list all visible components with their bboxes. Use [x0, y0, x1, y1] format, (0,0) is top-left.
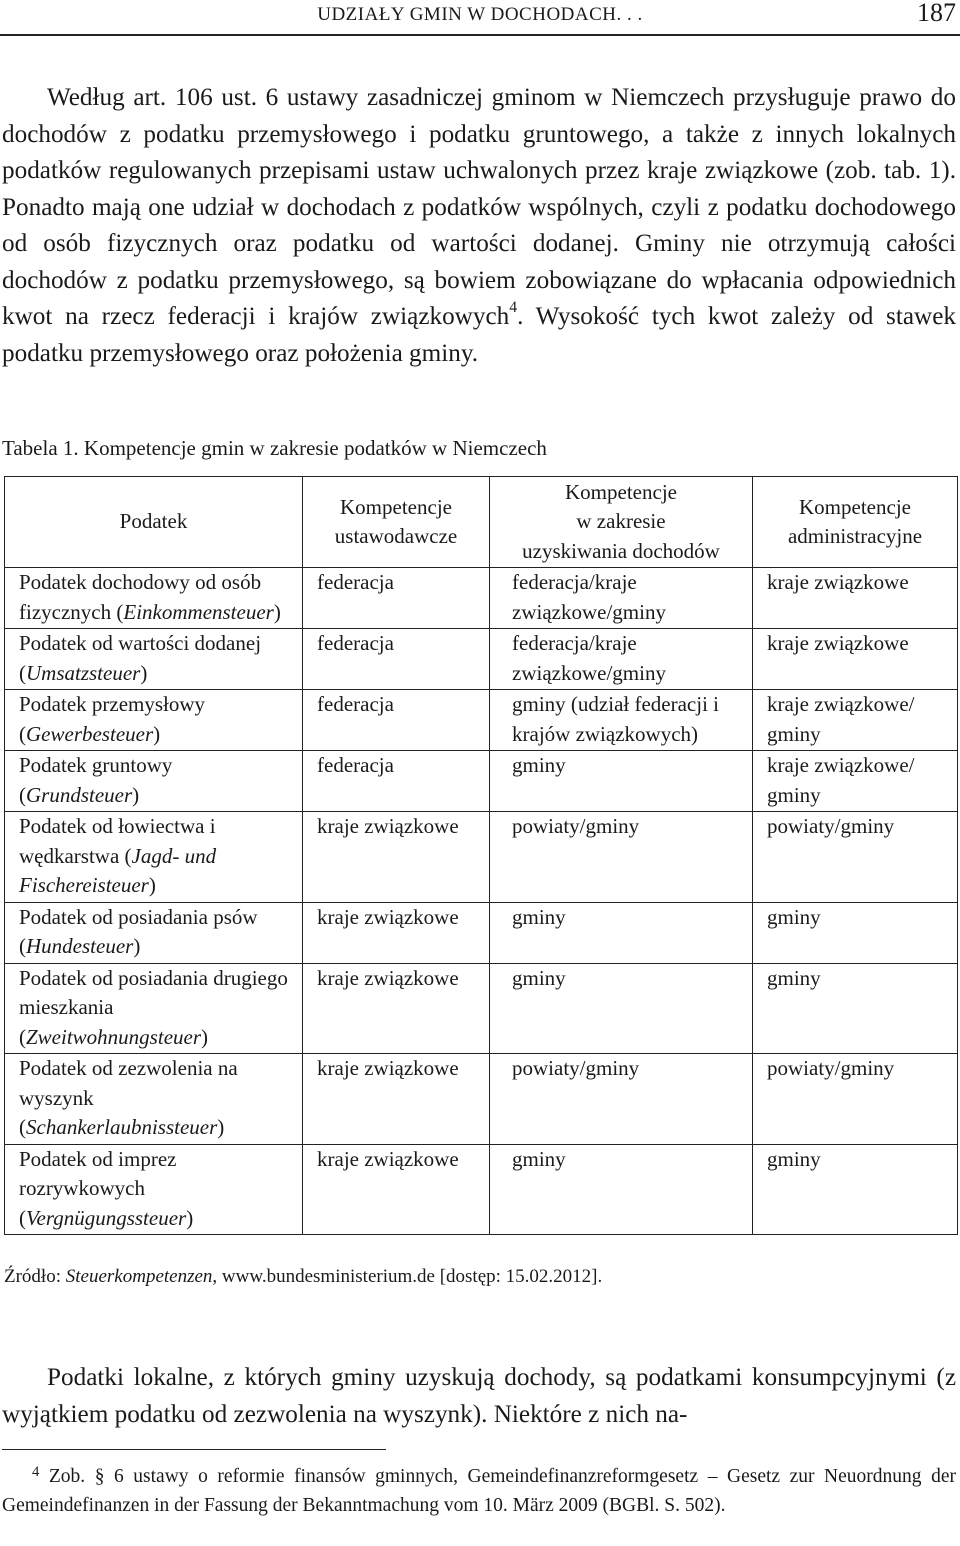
cell-legislative: kraje związkowe	[303, 963, 490, 1054]
cell-administrative: gminy	[753, 902, 958, 963]
body-paragraph-1	[2, 80, 956, 372]
cell-administrative: powiaty/gminy	[753, 1054, 958, 1145]
footnote-text: Zob. § 6 ustawy o reformie finansów gminnych, Gemeindefinanzreformgesetz – Gesetz zur Neuordnung der Gemeindefinanzen in der Fassung der Bekanntmachung vom 10. März 2009 (BGBl. S. 502).	[2, 1466, 956, 1516]
tax-competences-table	[4, 476, 958, 1235]
header-revenue	[490, 477, 753, 568]
cell-revenue: gminy	[490, 963, 753, 1054]
table-row	[5, 690, 958, 751]
header-line: ustawodawcze	[334, 524, 458, 548]
cell-tax	[5, 629, 303, 690]
table-row	[5, 1144, 958, 1235]
header-line: Kompetencje	[340, 494, 452, 519]
cell-revenue: gminy	[490, 902, 753, 963]
tax-name: Podatek dochodowy od osób fizycznych	[19, 570, 262, 624]
paren-close: )	[132, 782, 140, 807]
cell-revenue: federacja/kraje związkowe/gminy	[490, 568, 753, 629]
cell-administrative: kraje związkowe	[753, 629, 958, 690]
german-tax-name: Grundsteuer	[26, 782, 133, 807]
source-label: Źródło:	[4, 1266, 66, 1287]
cell-administrative: powiaty/gminy	[753, 812, 958, 903]
paren-close: )	[153, 721, 161, 746]
paren-open: (	[119, 843, 132, 868]
cell-tax	[5, 690, 303, 751]
source-rest: , www.bundesministerium.de [dostęp: 15.02.2012].	[212, 1266, 603, 1287]
cell-administrative: gminy	[753, 1144, 958, 1235]
cell-revenue: gminy (udział federacji i krajów związkowych)	[490, 690, 753, 751]
cell-legislative: kraje związkowe	[303, 1144, 490, 1235]
cell-administrative: kraje związkowe/ gminy	[753, 690, 958, 751]
header-administrative	[753, 477, 958, 568]
header-rule	[0, 34, 960, 36]
german-tax-name: Vergnügungssteuer	[26, 1205, 187, 1230]
german-tax-name: Einkommensteuer	[123, 599, 274, 624]
body-paragraph-2: Podatki lokalne, z których gminy uzyskują dochody, są podatkami konsumpcyjnymi (z wyjątkiem podatku od zezwolenia na wyszynk). Niektóre z nich na-	[2, 1364, 956, 1428]
header-line: Kompetencje	[565, 479, 677, 504]
cell-revenue: powiaty/gminy	[490, 1054, 753, 1145]
table-header-row	[5, 477, 958, 568]
paren-close: )	[133, 934, 141, 958]
header-line: Kompetencje	[799, 494, 911, 519]
paragraph-text-continued: . Wysokość tych kwot zależy od stawek podatku przemysłowego oraz położenia gminy.	[2, 303, 956, 367]
german-tax-name: Hundesteuer	[26, 934, 134, 958]
tax-name: Podatek od posiadania psów	[19, 904, 258, 929]
running-header	[0, 0, 960, 34]
table-row	[5, 629, 958, 690]
german-tax-name: Zweitwohnungsteuer	[26, 1024, 202, 1049]
tax-name: Podatek od imprez rozrywkowych	[19, 1146, 177, 1200]
paren-open: (	[111, 599, 124, 624]
cell-legislative: kraje związkowe	[303, 902, 490, 963]
tax-name: Podatek gruntowy	[19, 753, 173, 777]
header-line: Podatek	[119, 509, 188, 534]
footnote-reference[interactable]: 4	[509, 299, 518, 317]
table-row	[5, 812, 958, 903]
table-body	[5, 568, 958, 1235]
page-number: 187	[917, 0, 956, 27]
table-row	[5, 1054, 958, 1145]
table-row	[5, 751, 958, 812]
cell-legislative: kraje związkowe	[303, 812, 490, 903]
table-caption: Tabela 1. Kompetencje gmin w zakresie podatków w Niemczech	[2, 436, 547, 460]
cell-administrative: kraje związkowe/ gminy	[753, 751, 958, 812]
footnote-rule	[2, 1449, 386, 1450]
cell-tax	[5, 902, 303, 963]
cell-tax	[5, 812, 303, 903]
cell-tax	[5, 751, 303, 812]
cell-legislative: federacja	[303, 568, 490, 629]
cell-legislative: federacja	[303, 629, 490, 690]
table-row	[5, 568, 958, 629]
paren-open: (	[19, 1024, 26, 1049]
paren-close: )	[201, 1024, 209, 1049]
cell-tax	[5, 568, 303, 629]
header-line: uzyskiwania dochodów	[522, 538, 720, 563]
tax-name: Podatek przemysłowy	[19, 692, 206, 716]
cell-revenue: federacja/kraje związkowe/gminy	[490, 629, 753, 690]
footnote-number: 4	[32, 1463, 40, 1480]
cell-legislative: federacja	[303, 690, 490, 751]
cell-administrative: kraje związkowe	[753, 568, 958, 629]
footnote	[2, 1462, 956, 1520]
cell-legislative: federacja	[303, 751, 490, 812]
table-row	[5, 963, 958, 1054]
header-line: administracyjne	[787, 524, 923, 548]
table-source	[4, 1266, 602, 1288]
paren-open: (	[19, 934, 26, 958]
paragraph-text: Według art. 106 ust. 6 ustawy zasadniczej gminom w Niemczech przysługuje prawo do dochodów z podatku przemysłowego i podatku gruntowego, a także z innych lokalnych podatków regulowanych przepisami ustaw uchwalonych przez kraje związkowe (zob. tab. 1). Ponadto mają one udział w dochodach z podatków wspólnych, czyli z podatku dochodowego od osób fizycznych oraz podatku od wartości dodanej. Gminy nie otrzymują całości dochodów z podatku przemysłowego, są bowiem zobowiązane do wpłacania odpowiednich kwot na rzecz federacji i krajów związkowych	[2, 84, 956, 330]
german-tax-name: Umsatzsteuer	[26, 660, 141, 685]
paren-open: (	[19, 660, 26, 685]
cell-revenue: gminy	[490, 1144, 753, 1235]
header-line: w zakresie	[576, 509, 666, 534]
paren-open: (	[19, 721, 26, 746]
header-legislative	[303, 477, 490, 568]
cell-revenue: gminy	[490, 751, 753, 812]
source-title: Steuerkompetenzen	[65, 1266, 213, 1287]
german-tax-name: Jagd- und Fischereisteuer	[19, 843, 217, 897]
running-title: UDZIAŁY GMIN W DOCHODACH. . .	[317, 4, 643, 25]
paren-close: )	[217, 1115, 225, 1139]
paren-close: )	[186, 1205, 194, 1230]
tax-name: Podatek od wartości dodanej	[19, 631, 262, 655]
tax-name: Podatek od łowiectwa i wędkarstwa	[19, 814, 216, 868]
cell-legislative: kraje związkowe	[303, 1054, 490, 1145]
tax-name: Podatek od posiadania drugiego mieszkania	[19, 965, 288, 1019]
paren-close: )	[148, 873, 156, 897]
paren-close: )	[140, 660, 148, 685]
cell-tax	[5, 1144, 303, 1235]
paren-open: (	[19, 1205, 26, 1230]
header-tax	[5, 477, 303, 568]
cell-administrative: gminy	[753, 963, 958, 1054]
cell-tax	[5, 963, 303, 1054]
german-tax-name: Schankerlaubnissteuer	[26, 1115, 218, 1139]
cell-tax	[5, 1054, 303, 1145]
paren-open: (	[19, 1115, 26, 1139]
german-tax-name: Gewerbesteuer	[26, 721, 154, 746]
paren-open: (	[19, 782, 26, 807]
table-row	[5, 902, 958, 963]
paren-close: )	[273, 599, 281, 624]
cell-revenue: powiaty/gminy	[490, 812, 753, 903]
tax-name: Podatek od zezwolenia na wyszynk	[19, 1056, 238, 1110]
